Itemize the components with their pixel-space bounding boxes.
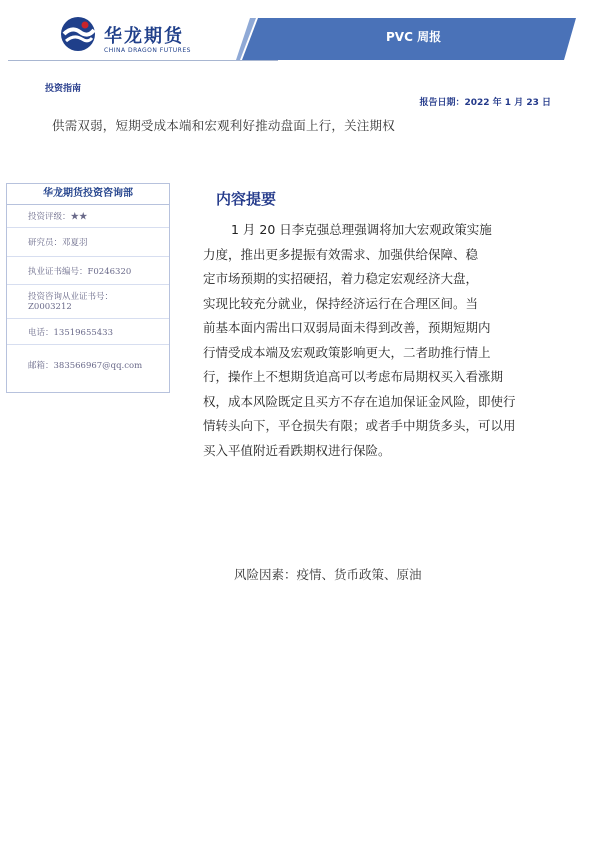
summary-line: 买入平值附近看跌期权进行保险。 xyxy=(203,442,391,458)
risk-factors: 风险因素：疫情、货币政策、原油 xyxy=(234,567,422,582)
summary-paragraph xyxy=(203,218,553,463)
logo-english-name: CHINA DRAGON FUTURES xyxy=(104,47,191,54)
email-text: 邮箱：383566967@qq.com xyxy=(28,361,143,371)
summary-line: 行情受成本端及宏观政策影响更大，二者助推行情上 xyxy=(203,344,491,360)
report-date: 报告日期：2022 年 1 月 23 日 xyxy=(419,98,551,108)
summary-line: 定市场预期的实招硬招，着力稳定宏观经济大盘， xyxy=(203,271,479,286)
header-divider xyxy=(8,60,278,61)
panel-title: 华龙期货投资咨询部 xyxy=(7,184,169,205)
report-headline: 供需双弱，短期受成本端和宏观利好推动盘面上行，关注期权 xyxy=(52,118,395,133)
report-type-banner xyxy=(236,18,576,60)
summary-line: 情转头向下，平仓损失有限；或者手中期货多头，可以用 xyxy=(203,418,516,433)
summary-line: 前基本面内需出口双弱局面未得到改善，预期短期内 xyxy=(203,320,491,335)
researcher-text: 研究员：邓夏羽 xyxy=(28,238,88,248)
dragon-logo-icon xyxy=(58,14,98,54)
rating-row xyxy=(7,205,169,228)
logo-chinese-name: 华龙期货 xyxy=(104,26,184,47)
company-logo xyxy=(58,14,208,64)
summary-line: 力度，推出更多提振有效需求、加强供给保障、稳 xyxy=(203,246,479,262)
report-type-title: PVC 周报 xyxy=(386,30,442,44)
phone-text: 电话：13519655433 xyxy=(28,327,113,338)
consult-license-number: Z0003212 xyxy=(28,301,72,312)
phone-row xyxy=(7,319,169,345)
consult-license-label: 投资咨询从业证书号： xyxy=(28,291,114,302)
email-row xyxy=(7,345,169,387)
analyst-info-panel xyxy=(6,183,170,393)
summary-heading: 内容提要 xyxy=(216,190,277,208)
researcher-row xyxy=(7,228,169,257)
summary-line: 行，操作上不想期货追高可以考虑布局期权买入看涨期 xyxy=(203,369,504,384)
rating-text: 投资评级：★★ xyxy=(28,212,88,222)
summary-line: 1 月 20 日李克强总理强调将加大宏观政策实施 xyxy=(231,222,492,237)
summary-line: 实现比较充分就业，保持经济运行在合理区间。当 xyxy=(203,295,479,311)
license-row xyxy=(7,257,169,285)
consult-license-row xyxy=(7,285,169,319)
summary-line: 权，成本风险既定且买方不存在追加保证金风险，即使行 xyxy=(203,393,516,409)
section-label: 投资指南 xyxy=(45,84,82,94)
license-text: 执业证书编号：F0246320 xyxy=(28,266,132,277)
